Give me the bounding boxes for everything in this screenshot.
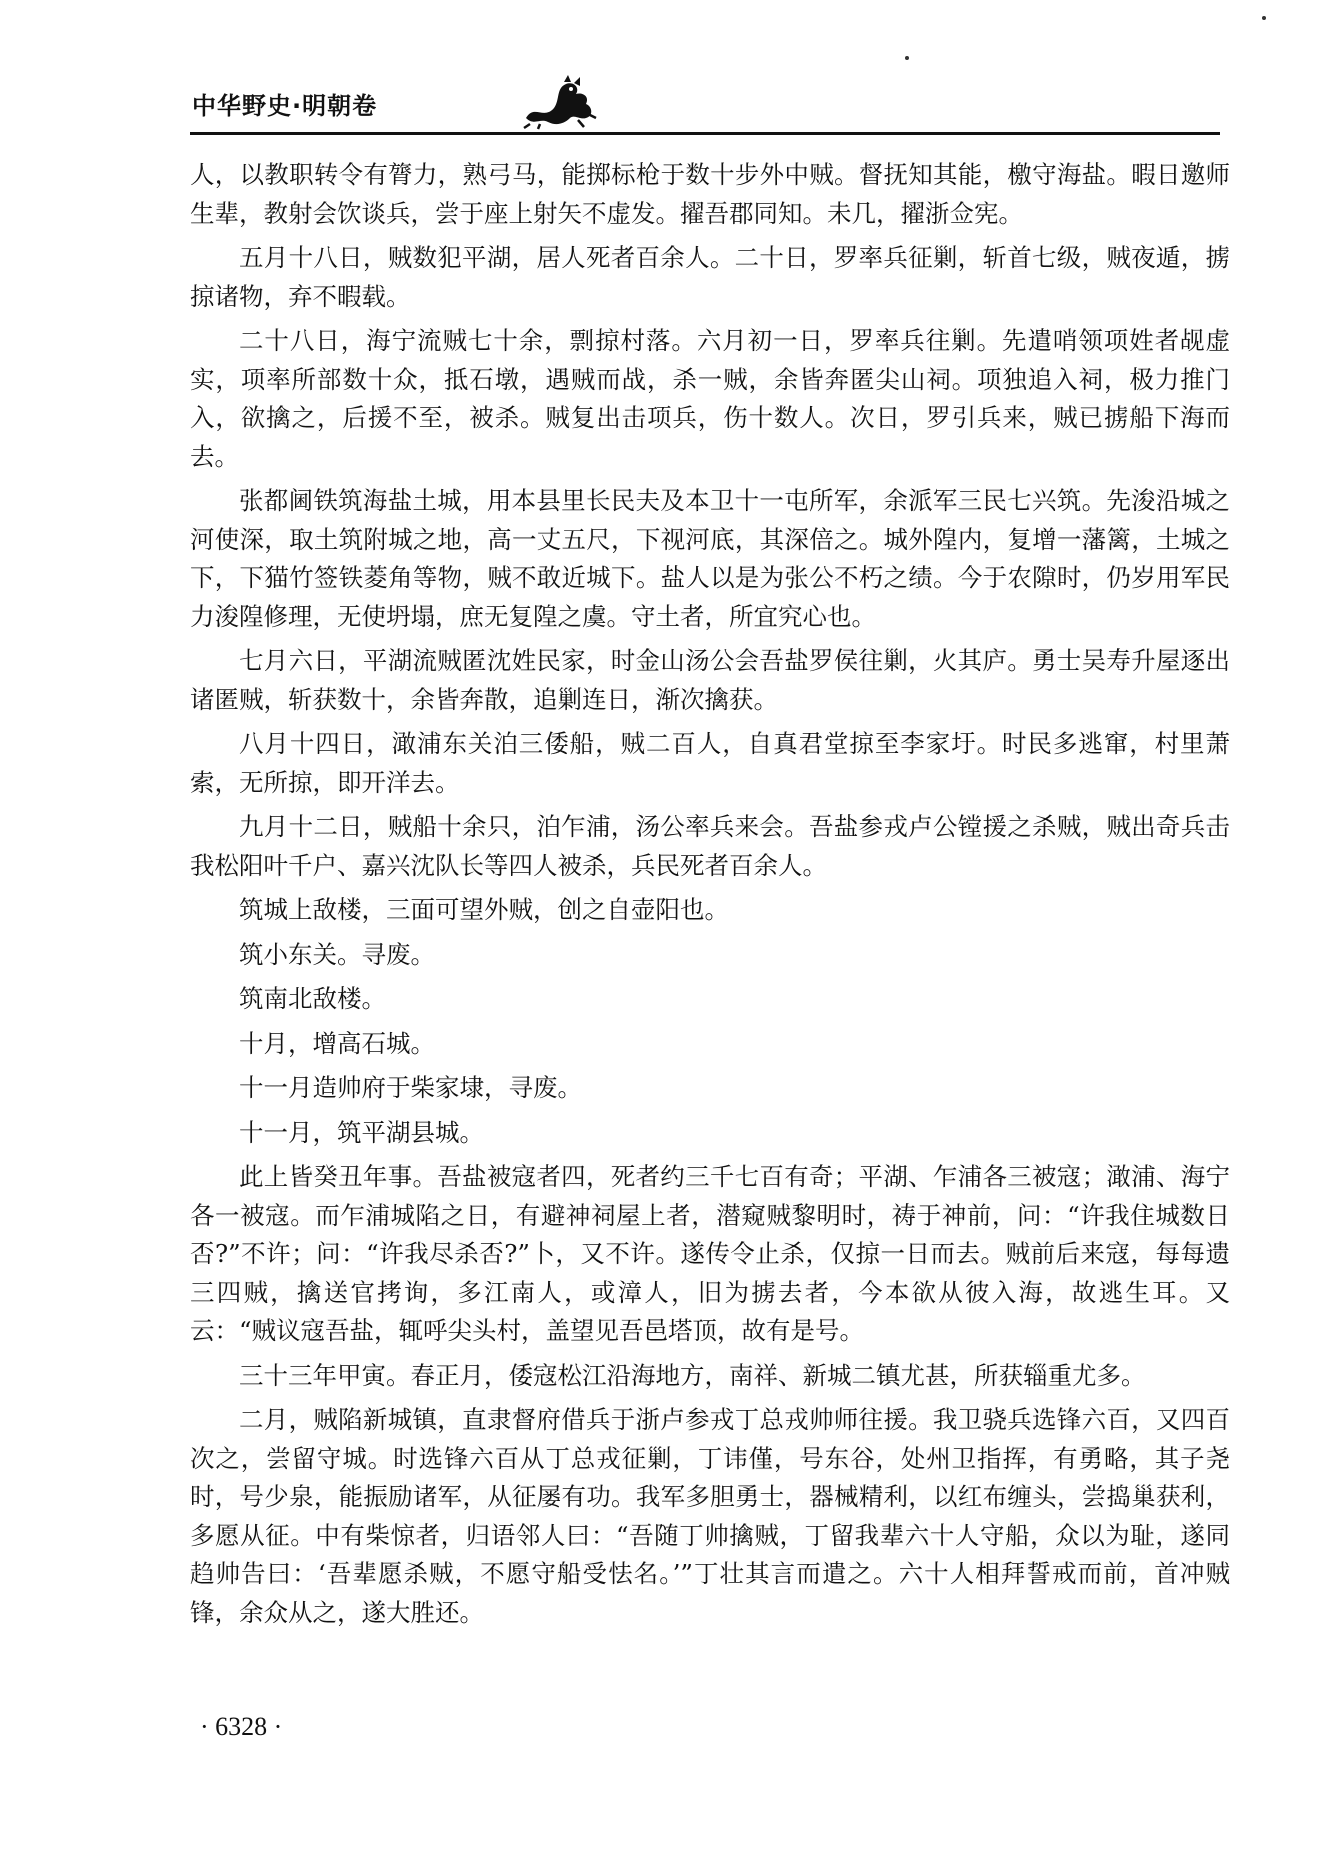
book-title: 中华野史·明朝卷	[192, 92, 378, 120]
paragraph: 五月十八日，贼数犯平湖，居人死者百余人。二十日，罗率兵征剿，斩首七级，贼夜遁，掳掠诸物，弃不暇载。	[190, 243, 1230, 311]
paragraph: 三十三年甲寅。春正月，倭寇松江沿海地方，南祥、新城二镇尤甚，所获辎重尤多。	[239, 1360, 1146, 1390]
body-text	[190, 156, 1230, 1638]
paragraph: 筑南北敌楼。	[239, 984, 386, 1013]
paragraph: 十一月造帅府于柴家埭，寻废。	[239, 1073, 582, 1102]
paragraph: 筑小东关。寻废。	[239, 939, 435, 969]
paragraph: 此上皆癸丑年事。吾盐被寇者四，死者约三千七百有奇；平湖、乍浦各三被寇；澉浦、海宁各一被寇。而乍浦城陷之日，有避神祠屋上者，潜窥贼黎明时，祷于神前，问：“许我住城数日否?”不许；问：“许我尽杀否?”卜，又不许。遂传令止杀，仅掠一日而去。贼前后来寇，每每遗三四贼，擒送官拷询，多江南人，或漳人，旧为掳去者，今本欲从彼入海，故逃生耳。又云：“贼议寇吾盐，辄呼尖头村，盖望见吾邑塔顶，故有是号。	[190, 1162, 1230, 1345]
paragraph: 二月，贼陷新城镇，直隶督府借兵于浙卢参戎丁总戎帅师往援。我卫骁兵选锋六百，又四百次之，尝留守城。时选锋六百从丁总戎征剿，丁讳僅，号东谷，处州卫指挥，有勇略，其子尧时，号少泉，能振励诸军，从征屡有功。我军多胆勇士，器械精利，以红布缠头，尝捣巢获利，多愿从征。中有柴惊者，归语邻人曰：“吾随丁帅擒贼，丁留我辈六十人守船，众以为耻，遂同趋帅告曰：‘吾辈愿杀贼，不愿守船受怯名。’”丁壮其言而遣之。六十人相拜誓戒而前，首冲贼锋，余众从之，遂大胜还。	[190, 1405, 1230, 1627]
page-number: · 6328 ·	[200, 1712, 283, 1741]
paragraph: 二十八日，海宁流贼七十余，剽掠村落。六月初一日，罗率兵往剿。先遣哨领项姓者觇虚实，项率所部数十众，抵石墩，遇贼而战，杀一贼，余皆奔匿尖山祠。项独追入祠，极力推门入，欲擒之，后援不至，被杀。贼复出击项兵，伤十数人。次日，罗引兵来，贼已掳船下海而去。	[190, 326, 1230, 471]
paragraph: 十一月，筑平湖县城。	[239, 1117, 484, 1147]
dragon-icon	[520, 74, 600, 130]
running-header	[190, 82, 1220, 135]
paragraph: 九月十二日，贼船十余只，泊乍浦，汤公率兵来会。吾盐参戎卢公镗援之杀贼，贼出奇兵击我松阳叶千户、嘉兴沈队长等四人被杀，兵民死者百余人。	[190, 812, 1230, 880]
paragraph: 人，以教职转令有膂力，熟弓马，能掷标枪于数十步外中贼。督抚知其能，檄守海盐。暇日邀师生辈，教射会饮谈兵，尝于座上射矢不虚发。擢吾郡同知。未几，擢浙佥宪。	[190, 160, 1230, 228]
paragraph: 八月十四日，澉浦东关泊三倭船，贼二百人，自真君堂掠至李家圩。时民多逃窜，村里萧索，无所掠，即开洋去。	[190, 729, 1230, 797]
scan-speck	[905, 56, 909, 60]
paragraph: 张都阃铁筑海盐土城，用本县里长民夫及本卫十一屯所军，余派军三民七兴筑。先浚沿城之河使深，取土筑附城之地，高一丈五尺，下视河底，其深倍之。城外隍内，复增一藩篱，土城之下，下猫竹签铁菱角等物，贼不敢近城下。盐人以是为张公不朽之绩。今于农隙时，仍岁用军民力浚隍修理，无使坍塌，庶无复隍之虞。守土者，所宜究心也。	[190, 486, 1230, 631]
paragraph: 筑城上敌楼，三面可望外贼，创之自壶阳也。	[239, 895, 729, 924]
scan-speck	[1262, 16, 1266, 20]
paragraph: 七月六日，平湖流贼匿沈姓民家，时金山汤公会吾盐罗侯往剿，火其庐。勇士吴寿升屋逐出诸匿贼，斩获数十，余皆奔散，追剿连日，渐次擒获。	[190, 646, 1230, 714]
paragraph: 十月，增高石城。	[239, 1028, 435, 1058]
